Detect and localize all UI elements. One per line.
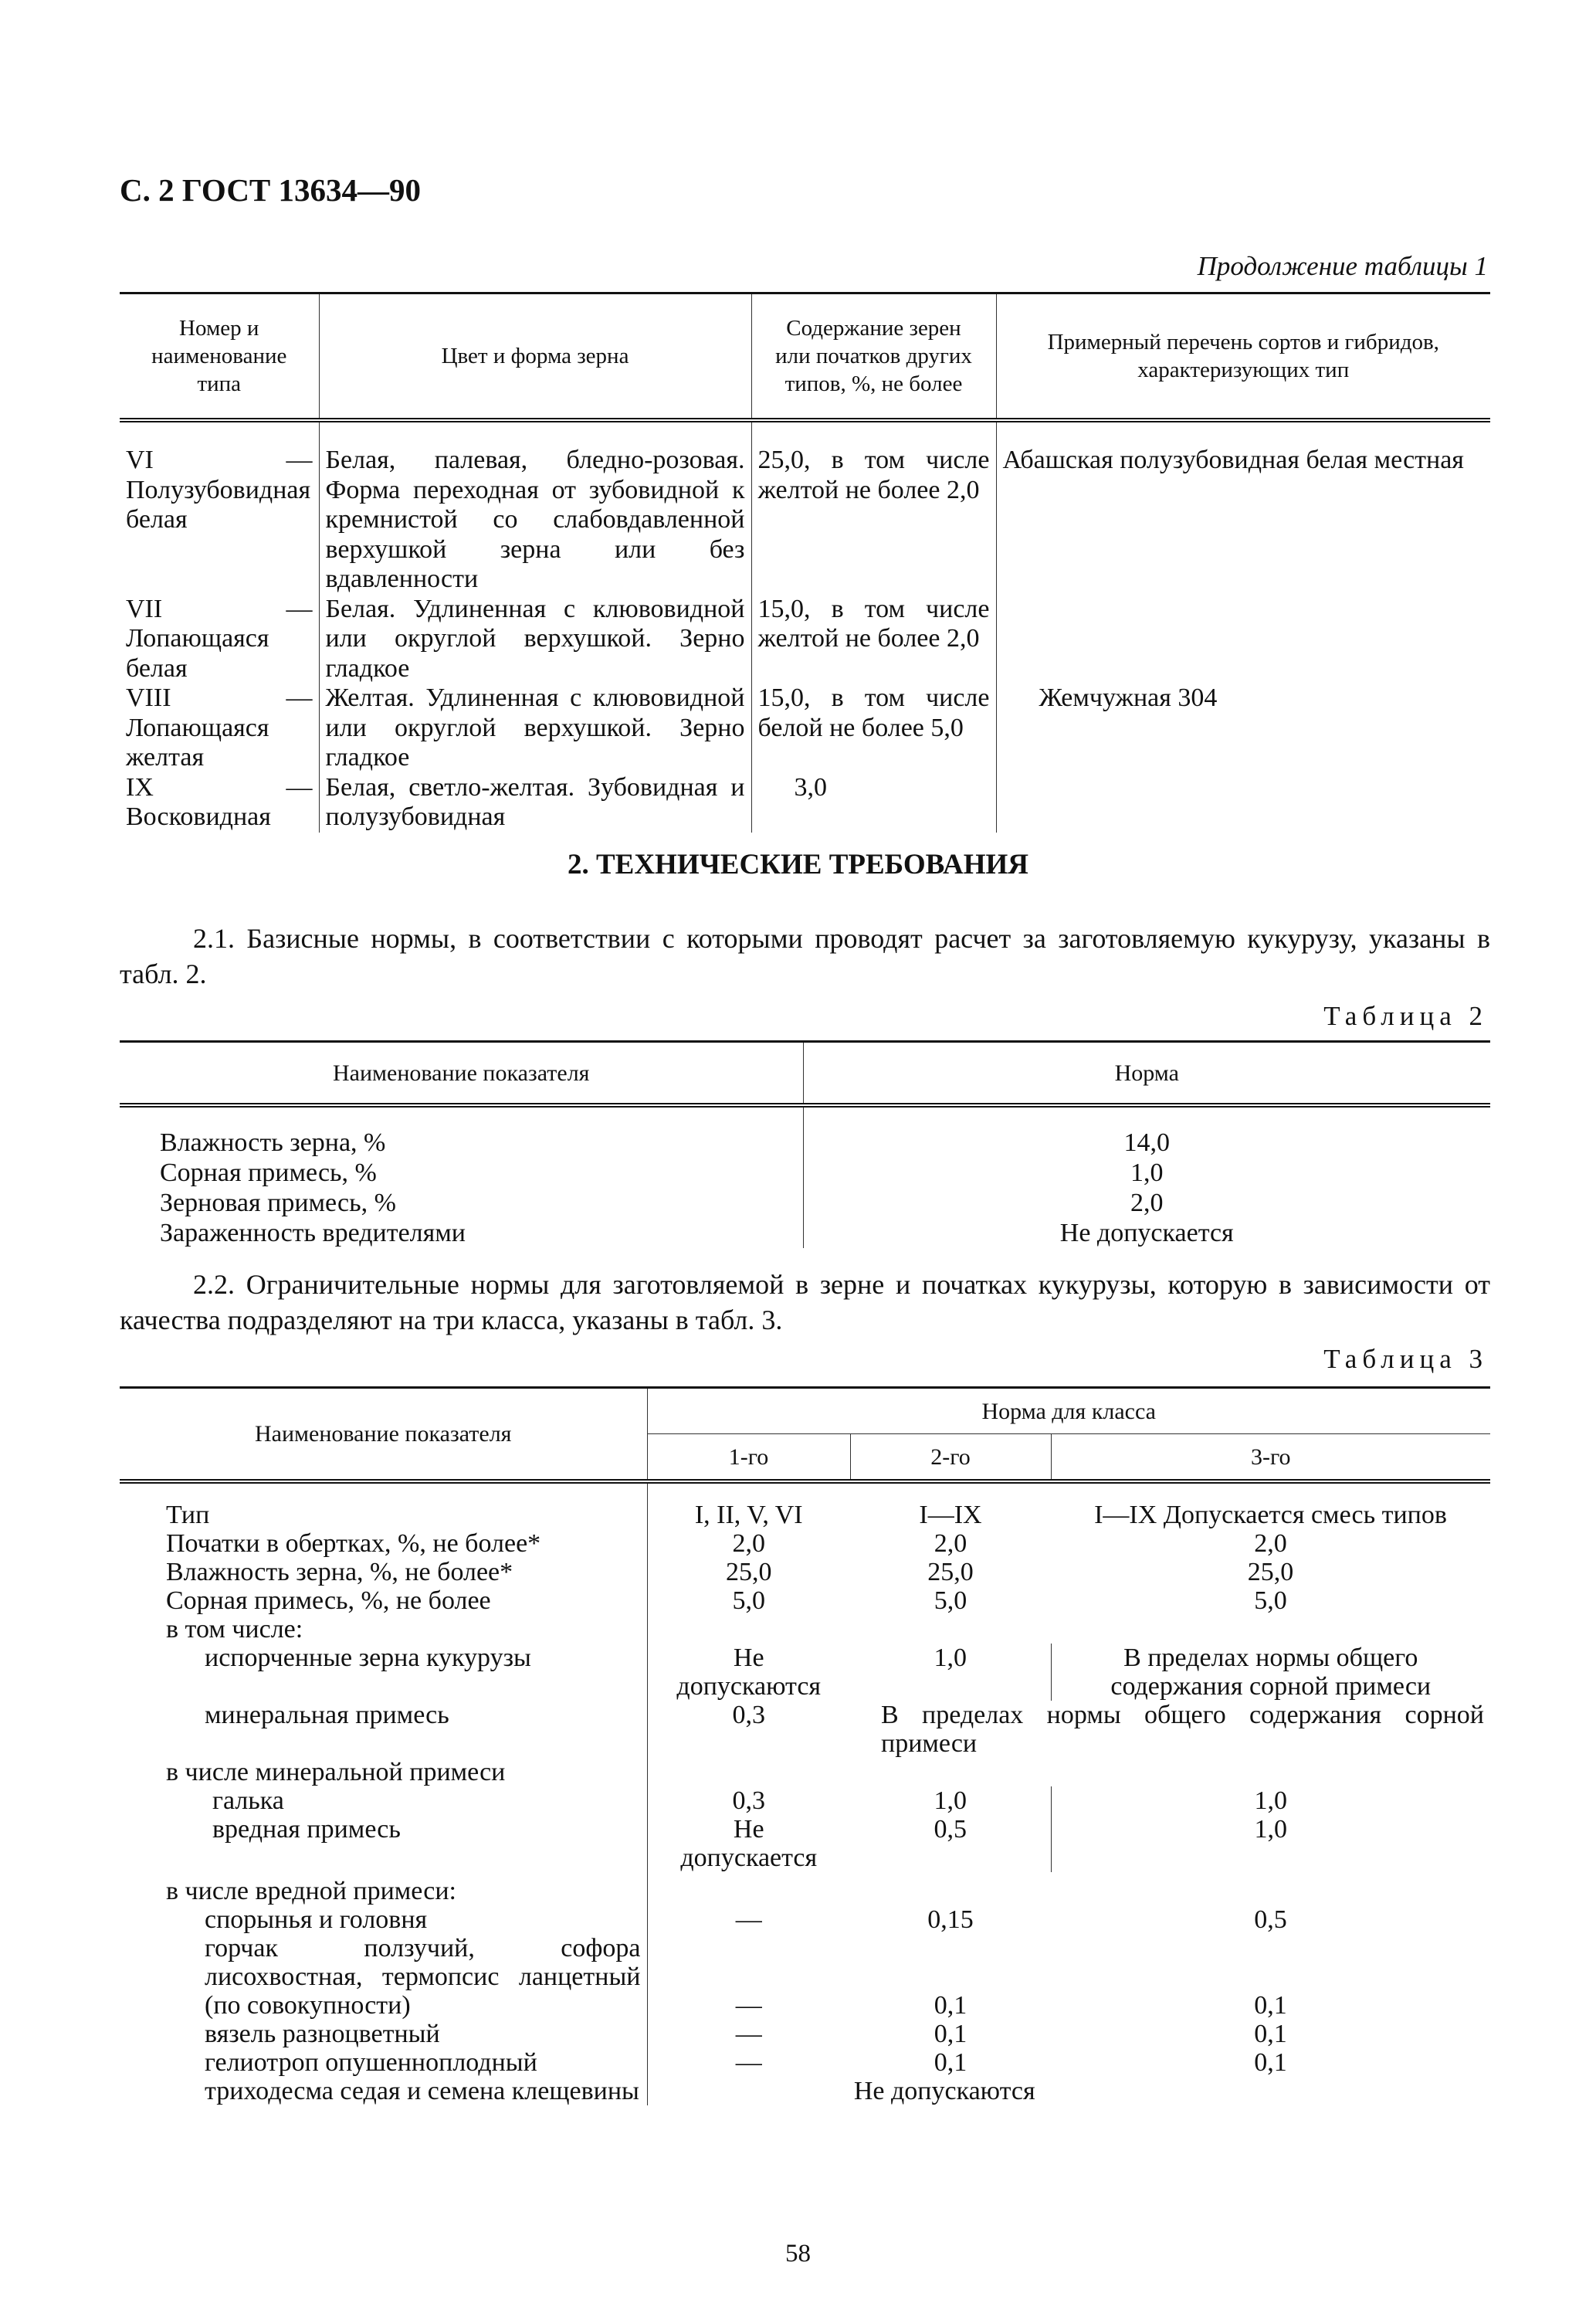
indicator-name: вредная примесь xyxy=(212,1815,401,1844)
table1-continuation: Продолжение таблицы 1 xyxy=(1197,251,1488,281)
class1-value: Не допускается xyxy=(647,1815,850,1872)
table-row xyxy=(120,684,1490,773)
type-cell: VIII — Лопающаяся желтая xyxy=(126,684,313,772)
table-row xyxy=(120,1481,1490,1529)
class1-value: I, II, V, VI xyxy=(647,1481,850,1529)
indicator-name: Влажность зерна, %, не более* xyxy=(166,1558,513,1586)
content-cell: 15,0, в том числе белой не более 5,0 xyxy=(751,684,996,773)
table-row xyxy=(120,1786,1490,1815)
table3-col-class-3: 3-го xyxy=(1051,1434,1490,1482)
class1-value: 0,3 xyxy=(647,1701,850,1758)
varieties-cell xyxy=(996,595,1490,684)
indicator-name: Сорная примесь, % xyxy=(160,1158,377,1187)
table3-col-group: Норма для класса xyxy=(647,1388,1490,1434)
type-cell: VI — Полузубовидная белая xyxy=(126,446,313,534)
table1-col-color: Цвет и форма зерна xyxy=(319,293,751,421)
table1-col-type: Номер и наименование типа xyxy=(151,316,287,396)
class1-value: 0,3 xyxy=(647,1786,850,1815)
class2-value: I—IX xyxy=(919,1501,982,1529)
table-row xyxy=(120,1158,1490,1188)
table2-label: Таблица 2 xyxy=(1323,1001,1488,1031)
color-cell: Белая, палевая, бледно-розовая. Форма переходная от зубовидной к кремнистой со слабовдавленной верхушкой зерна или без вдавленности xyxy=(319,420,751,595)
color-cell: Желтая. Удлиненная с клювовидной или округлой верхушкой. Зерно гладкое xyxy=(319,684,751,773)
class3-value: 0,1 xyxy=(1254,2020,1287,2048)
indicator-name: галька xyxy=(212,1786,284,1815)
class1-value: 25,0 xyxy=(647,1558,850,1586)
paragraph-text: 2.2. Ограничительные нормы для заготовляемой в зерне и початках кукурузы, которую в зависимости от качества подразделяют на три класса, указаны в табл. 3. xyxy=(120,1269,1490,1335)
indicator-name: в том числе: xyxy=(166,1615,303,1644)
class3-value: 0,5 xyxy=(1254,1905,1287,1934)
table-row xyxy=(120,773,1490,833)
table3 xyxy=(120,1386,1490,2105)
indicator-value: 2,0 xyxy=(803,1188,1490,1218)
page-number: 58 xyxy=(785,2240,811,2268)
class3-value: В пределах нормы общего содержания сорной примеси xyxy=(1051,1644,1490,1701)
table-row xyxy=(120,1615,1490,1644)
class2-value: 5,0 xyxy=(934,1586,967,1615)
class2-value: 25,0 xyxy=(927,1558,974,1586)
class3-value: 0,1 xyxy=(1254,1991,1287,2020)
table-row xyxy=(120,1872,1490,1905)
indicator-name: Влажность зерна, % xyxy=(160,1128,386,1157)
indicator-name: испорченные зерна кукурузы xyxy=(205,1644,531,1672)
class3-value: 1,0 xyxy=(1051,1786,1490,1815)
class2-value: 0,1 xyxy=(934,2020,967,2048)
class1-value: 2,0 xyxy=(647,1529,850,1558)
table-row xyxy=(120,1905,1490,1934)
table-row xyxy=(120,1586,1490,1615)
indicator-value: 1,0 xyxy=(803,1158,1490,1188)
class1-value: — xyxy=(647,2020,850,2048)
table-row xyxy=(120,1188,1490,1218)
color-cell: Белая, светло-желтая. Зубовидная и полузубовидная xyxy=(319,773,751,833)
class123-value: Не допускаются xyxy=(647,2077,1490,2105)
class2-value: 0,5 xyxy=(934,1815,967,1844)
class2-value: 1,0 xyxy=(934,1786,967,1815)
table-row xyxy=(120,595,1490,684)
table-row xyxy=(120,2077,1490,2105)
paragraph-2-2 xyxy=(120,1267,1490,1338)
page-header: С. 2 ГОСТ 13634—90 xyxy=(120,172,422,208)
class1-value: 5,0 xyxy=(647,1586,850,1615)
indicator-name: спорынья и головня xyxy=(205,1905,428,1934)
table1-col-content: Содержание зерен или початков других типов, %, не более xyxy=(751,293,996,421)
class1-value: — xyxy=(647,1934,850,2020)
indicator-name: в числе минеральной примеси xyxy=(166,1758,506,1786)
indicator-name: Початки в обертках, %, не более* xyxy=(166,1529,541,1558)
indicator-name: в числе вредной примеси: xyxy=(166,1877,456,1905)
class1-value: — xyxy=(647,1905,850,1934)
type-cell: VII — Лопающаяся белая xyxy=(126,594,313,683)
indicator-name: минеральная примесь xyxy=(205,1701,449,1729)
section-title: 2. ТЕХНИЧЕСКИЕ ТРЕБОВАНИЯ xyxy=(567,849,1029,880)
class2-value: 0,1 xyxy=(934,1991,967,2020)
class3-value: 2,0 xyxy=(1254,1529,1287,1558)
varieties-cell: Жемчужная 304 xyxy=(996,684,1490,773)
table-row xyxy=(120,1701,1490,1758)
indicator-name: Тип xyxy=(166,1501,210,1529)
table-row xyxy=(120,1644,1490,1701)
indicator-name: триходесма седая и семена клещевины xyxy=(205,2077,639,2105)
table2-col-norm: Норма xyxy=(803,1042,1490,1106)
class3-value: I—IX Допускается смесь типов xyxy=(1094,1501,1447,1529)
indicator-name: Зерновая примесь, % xyxy=(160,1189,396,1217)
indicator-value: Не допускается xyxy=(803,1218,1490,1248)
table3-col-class-1: 1-го xyxy=(647,1434,850,1482)
table-row xyxy=(120,1934,1490,2020)
paragraph-text: 2.1. Базисные нормы, в соответствии с которыми проводят расчет за заготовляемую кукурузу, указаны в табл. 2. xyxy=(120,923,1490,989)
table2 xyxy=(120,1040,1490,1248)
indicator-name: Сорная примесь, %, не более xyxy=(166,1586,491,1615)
varieties-cell: Абашская полузубовидная белая местная xyxy=(996,420,1490,595)
indicator-name: гелиотроп опушенноплодный xyxy=(205,2048,537,2077)
class2-value: 0,15 xyxy=(927,1905,974,1934)
class1-value: — xyxy=(647,2048,850,2077)
table-row xyxy=(120,1529,1490,1558)
indicator-name: Зараженность вредителями xyxy=(160,1219,466,1247)
table3-col-name: Наименование показателя xyxy=(255,1421,512,1447)
indicator-value: 14,0 xyxy=(803,1105,1490,1158)
indicator-name: горчак ползучий, софора лисохвостная, термопсис ланцетный (по совокупности) xyxy=(205,1934,641,2020)
varieties-cell xyxy=(996,773,1490,833)
class3-value: 0,1 xyxy=(1254,2048,1287,2077)
table-row xyxy=(120,2020,1490,2048)
table-row xyxy=(120,1218,1490,1248)
table3-col-class-2: 2-го xyxy=(850,1434,1051,1482)
paragraph-2-1 xyxy=(120,921,1490,992)
class2-value: 1,0 xyxy=(934,1644,967,1672)
table-row xyxy=(120,420,1490,595)
color-cell: Белая. Удлиненная с клювовидной или округлой верхушкой. Зерно гладкое xyxy=(319,595,751,684)
class3-value: 1,0 xyxy=(1051,1815,1490,1872)
class1-value: Не допускаются xyxy=(647,1644,850,1701)
table1 xyxy=(120,292,1490,833)
table-row xyxy=(120,1105,1490,1158)
content-cell: 25,0, в том числе желтой не более 2,0 xyxy=(751,420,996,595)
table2-col-name: Наименование показателя xyxy=(333,1060,590,1086)
table-row xyxy=(120,2048,1490,2077)
indicator-name: вязель разноцветный xyxy=(205,2020,440,2048)
table3-label: Таблица 3 xyxy=(1323,1344,1488,1374)
table-row xyxy=(120,1815,1490,1872)
table-row xyxy=(120,1758,1490,1786)
class23-value: В пределах нормы общего содержания сорной примеси xyxy=(881,1701,1484,1758)
class3-value: 5,0 xyxy=(1254,1586,1287,1615)
class2-value: 0,1 xyxy=(934,2048,967,2077)
content-cell: 3,0 xyxy=(751,773,996,833)
class3-value: 25,0 xyxy=(1247,1558,1294,1586)
content-cell: 15,0, в том числе желтой не более 2,0 xyxy=(751,595,996,684)
class2-value: 2,0 xyxy=(934,1529,967,1558)
table-row xyxy=(120,1558,1490,1586)
type-cell: IX — Восковидная xyxy=(126,772,313,831)
table1-col-varieties: Примерный перечень сортов и гибридов, характеризующих тип xyxy=(996,293,1490,421)
